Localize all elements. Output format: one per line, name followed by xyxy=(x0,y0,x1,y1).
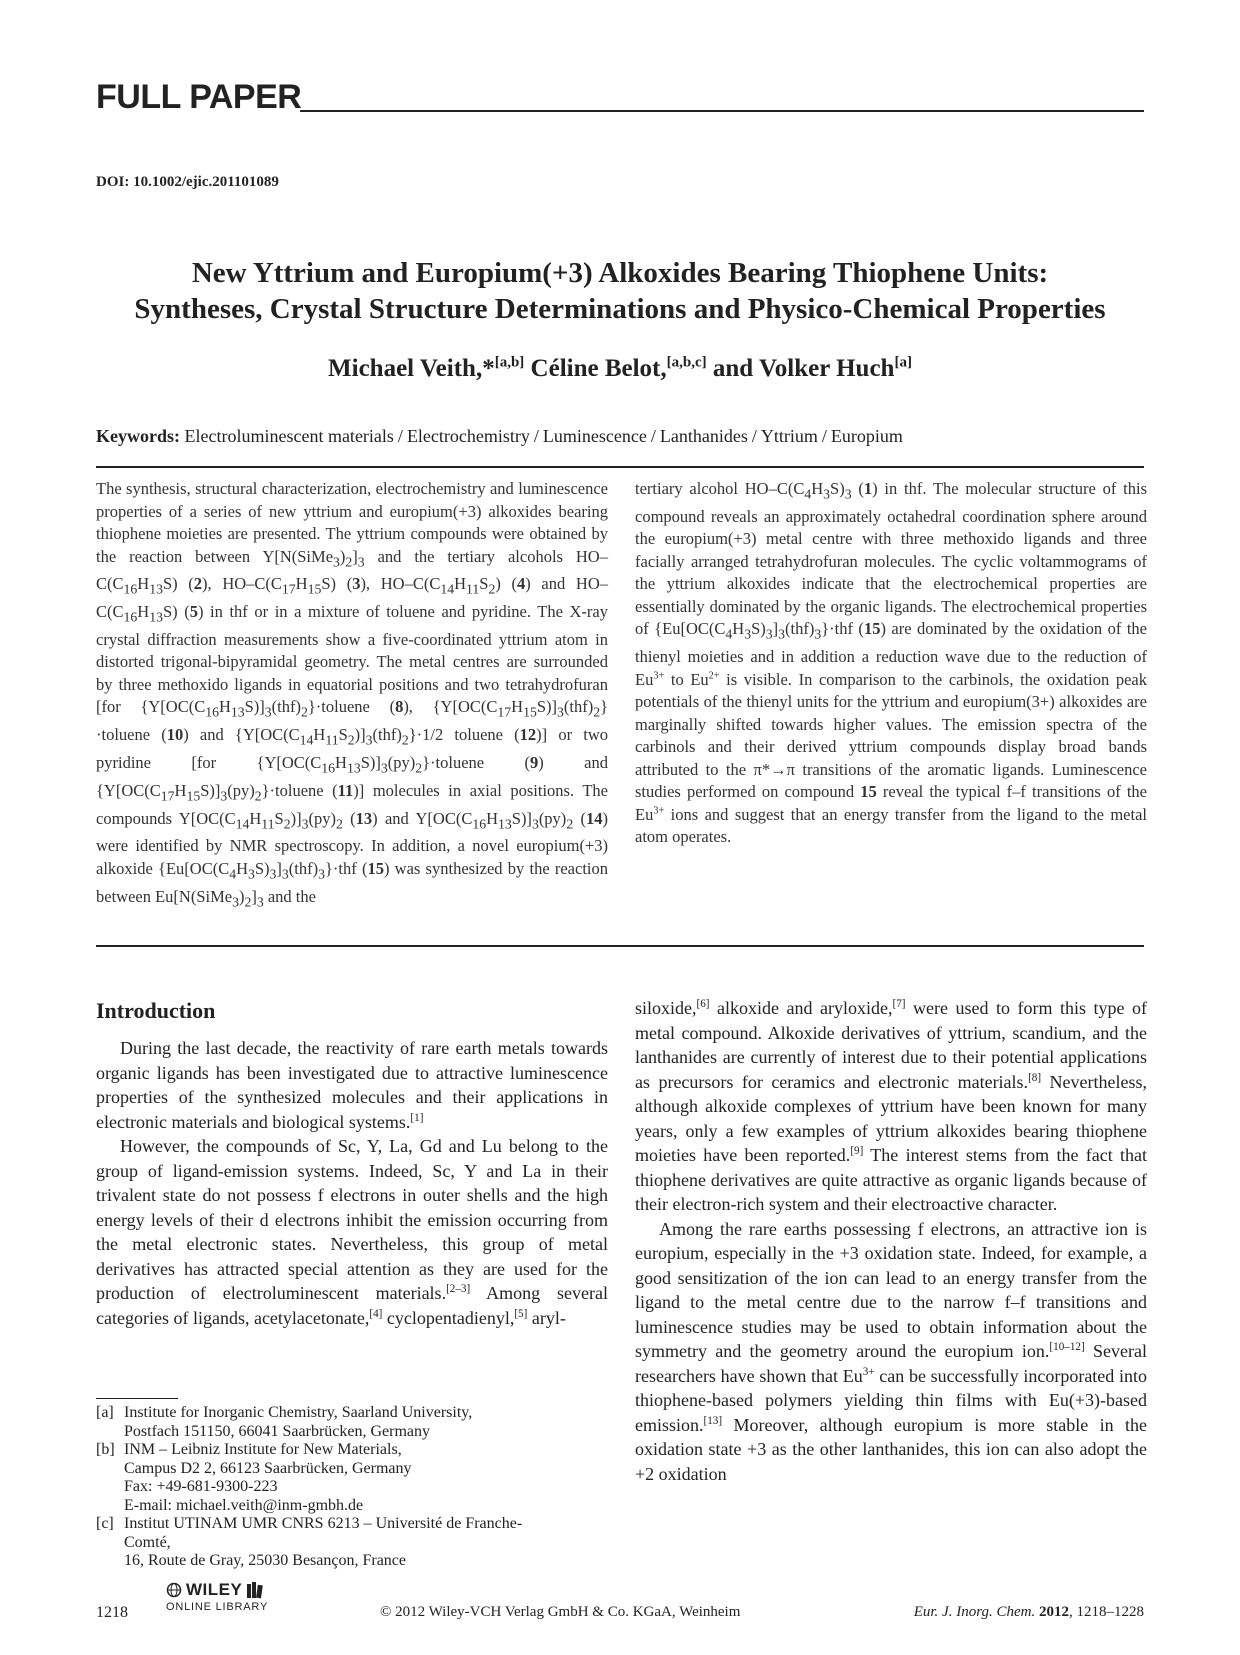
copyright: © 2012 Wiley-VCH Verlag GmbH & Co. KGaA, Weinheim xyxy=(380,1604,741,1620)
keyword: Yttrium xyxy=(760,426,818,446)
journal-citation xyxy=(914,1604,1144,1621)
footnote-line: Comté, xyxy=(124,1533,171,1551)
footnote-line: Fax: +49-681-9300-223 xyxy=(124,1478,278,1495)
paragraph: However, the compounds of Sc, Y, La, Gd and Lu belong to the group of ligand-emission systems. Indeed, Sc, Y and La in their trivalent state do not possess f electrons in outer shells and the high energy levels of their d electrons inhibit the emission occurring from the metal electronic states. Nevertheless, this group of metal derivatives has attracted special attention as they are used for the production of electroluminescent materials.[2–3] Among several categories of ligands, acetylacetonate,[4] cyclopentadienyl,[5] aryl- xyxy=(96,1136,608,1328)
footnote-line: INM – Leibniz Institute for New Materials, xyxy=(124,1441,402,1458)
author-affiliation: [a,b] xyxy=(494,354,525,371)
author-name: Céline Belot, xyxy=(530,355,667,382)
footnote-line: Institute for Inorganic Chemistry, Saarland University, xyxy=(124,1404,473,1421)
journal-year: 2012 xyxy=(1039,1604,1069,1620)
keywords xyxy=(96,426,903,447)
footnote-mark: [c] xyxy=(96,1515,114,1532)
keyword: Electroluminescent materials xyxy=(184,426,394,446)
globe-icon xyxy=(166,1582,182,1598)
footnote xyxy=(96,1404,616,1441)
keywords-label: Keywords: xyxy=(96,426,180,446)
logo-subtext: ONLINE LIBRARY xyxy=(166,1601,269,1613)
section-label: FULL PAPER xyxy=(96,78,302,116)
footnote-line: Institut UTINAM UMR CNRS 6213 – Université de Franche- xyxy=(124,1515,523,1532)
title-line-1: New Yttrium and Europium(+3) Alkoxides Bearing Thiophene Units: xyxy=(191,257,1049,289)
footnote-mark: [b] xyxy=(96,1441,115,1458)
author-affiliation: [a] xyxy=(894,354,912,371)
section-heading: Introduction xyxy=(96,998,216,1023)
footnote-line: Postfach 151150, 66041 Saarbrücken, Germany xyxy=(124,1422,430,1440)
keywords-rule xyxy=(96,466,1144,468)
title-line-2: Syntheses, Crystal Structure Determinations and Physico-Chemical Properties xyxy=(134,293,1106,325)
books-icon xyxy=(246,1581,264,1599)
author-affiliation: [a,b,c] xyxy=(666,354,707,371)
keyword: Europium xyxy=(830,426,903,446)
page-number: 1218 xyxy=(96,1604,128,1621)
wiley-online-library-logo xyxy=(166,1580,268,1613)
footnote-line: 16, Route de Gray, 25030 Besançon, France xyxy=(124,1552,406,1569)
abstract-rule xyxy=(96,945,1144,947)
keyword: Luminescence xyxy=(542,426,647,446)
footnote xyxy=(96,1441,616,1515)
footnote-rule xyxy=(96,1398,178,1399)
paragraph: During the last decade, the reactivity of rare earth metals towards organic ligands has been investigated due to attractive luminescence properties of the synthesized molecules and their applications in electronic materials and biological systems.[1] xyxy=(96,1038,608,1132)
header-rule xyxy=(300,110,1144,112)
footnote-email[interactable]: E-mail: michael.veith@inm-gmbh.de xyxy=(124,1496,364,1514)
abstract-right-column: tertiary alcohol $HO-C(C_4H_3S)_3$ (1) in thf. The molecular structure of this compound reveals an approximately octahedral coordination sphere around the europium(+3) metal centre with three methoxido ligands and three facially arranged tetrahydrofuran molecules. The cyclic voltammograms of the yttrium alkoxides indicate that the electrochemical properties are essentially dominated by the organic ligands. The electrochemical properties of $\{Eu[OC(C_4H_3S)_3]_3(thf)_3\}\cdot thf$ (15) are dominated by the oxidation of the thienyl moieties and in addition a reduction wave due to the reduction of $Eu^{3+}$ to $Eu^{2+}$ is visible. In comparison to the carbinols, the oxidation peak potentials of the thienyl units for the yttrium and europium(3+) alkoxides are marginally shifted towards higher values. The emission spectra of the carbinols and their derived yttrium compounds display broad bands attributed to the π*→π transitions of the aromatic ligands. Luminescence studies performed on compound 15 reveal the typical f–f transitions of the $Eu^{3+}$ ions and suggest that an energy transfer from the ligand to the metal atom operates. xyxy=(635,479,1147,847)
paper-title xyxy=(60,255,1180,327)
footnote xyxy=(96,1515,616,1571)
footnote-line: Campus D2 2, 66123 Saarbrücken, Germany xyxy=(124,1459,412,1477)
body-left-column xyxy=(96,1036,608,1330)
doi: DOI: 10.1002/ejic.201101089 xyxy=(96,174,279,190)
author-name: and Volker Huch xyxy=(712,355,895,382)
journal-pages: , 1218–1228 xyxy=(1069,1604,1144,1620)
logo-brand-text: WILEY xyxy=(186,1580,243,1599)
keyword: Lanthanides xyxy=(659,426,748,446)
paragraph: Among the rare earths possessing f electrons, an attractive ion is europium, especially in the +3 oxidation state. Indeed, for example, a good sensitization of the ion can lead to an energy transfer from the ligand to the metal centre due to the narrow f–f transitions and luminescence studies may be used to obtain information about the symmetry and the geometry around the europium ion.[10–12] Several researchers have shown that $Eu^{3+}$ can be successfully incorporated into thiophene-based polymers yielding thin films with Eu(+3)-based emission.[13] Moreover, although europium is more stable in the oxidation state +3 as the other lanthanides, this ion can also adopt the +2 oxidation xyxy=(635,1218,1147,1484)
abstract-left-column: The synthesis, structural characterization, electrochemistry and luminescence properties of a series of new yttrium and europium(+3) alkoxides bearing thiophene moieties are presented. The yttrium compounds were obtained by the reaction between $Y[N(SiMe_3)_2]_3$ and the tertiary alcohols $HO-C(C_{16}H_{13}S)$ (2), $HO-C(C_{17}H_{15}S)$ (3), $HO-C(C_{14}H_{11}S_2)$ (4) and $HO-C(C_{16}H_{13}S)$ (5) in thf or in a mixture of toluene and pyridine. The X-ray crystal diffraction measurements show a five-coordinated yttrium atom in distorted trigonal-bipyramidal geometry. The metal centres are surrounded by three methoxido ligands in equatorial positions and two tetrahydrofuran [for $\{Y[OC(C_{16}H_{13}S)]_3(thf)_2\}\cdot toluene$ (8), $\{Y[OC(C_{17}H_{15}S)]_3(thf)_2\}\cdot toluene$ (10) and $\{Y[OC(C_{14}H_{11}S_2)]_3(thf)_2\}\cdot 1/2$ toluene (12)] or two pyridine [for $\{Y[OC(C_{16}H_{13}S)]_3(py)_2\}\cdot toluene$ (9) and $\{Y[OC(C_{17}H_{15}S)]_3(py)_2\}\cdot toluene$ (11)] molecules in axial positions. The compounds $Y[OC(C_{14}H_{11}S_2)]_3(py)_2$ (13) and $Y[OC(C_{16}H_{13}S)]_3(py)_2$ (14) were identified by NMR spectroscopy. In addition, a novel europium(+3) alkoxide $\{Eu[OC(C_4H_3S)_3]_3(thf)_3\}\cdot thf$ (15) was synthesized by the reaction between $Eu[N(SiMe_3)_2]_3$ and the xyxy=(96,479,609,909)
journal-name: Eur. J. Inorg. Chem. xyxy=(913,1604,1036,1620)
paragraph: siloxide,[6] alkoxide and aryloxide,[7] were used to form this type of metal compound. Alkoxide derivatives of yttrium, scandium, and the lanthanides are currently of interest due to their potential applications as precursors for ceramics and electronic materials.[8] Nevertheless, although alkoxide complexes of yttrium have been known for many years, only a few examples of yttrium alkoxides bearing thiophene moieties have been reported.[9] The interest stems from the fact that thiophene derivatives are quite attractive as organic ligands because of their electron-rich system and their electroactive character. xyxy=(635,998,1147,1214)
author-list xyxy=(60,355,1180,383)
keyword-list: Electroluminescent materials / Electrochemistry / Luminescence / Lanthanides / Yttrium / Europium xyxy=(184,426,903,446)
footnote-mark: [a] xyxy=(96,1404,114,1421)
affiliation-footnotes xyxy=(96,1404,616,1571)
body-right-column xyxy=(635,996,1147,1486)
keyword: Electrochemistry xyxy=(406,426,530,446)
author-name: Michael Veith,* xyxy=(328,355,495,382)
